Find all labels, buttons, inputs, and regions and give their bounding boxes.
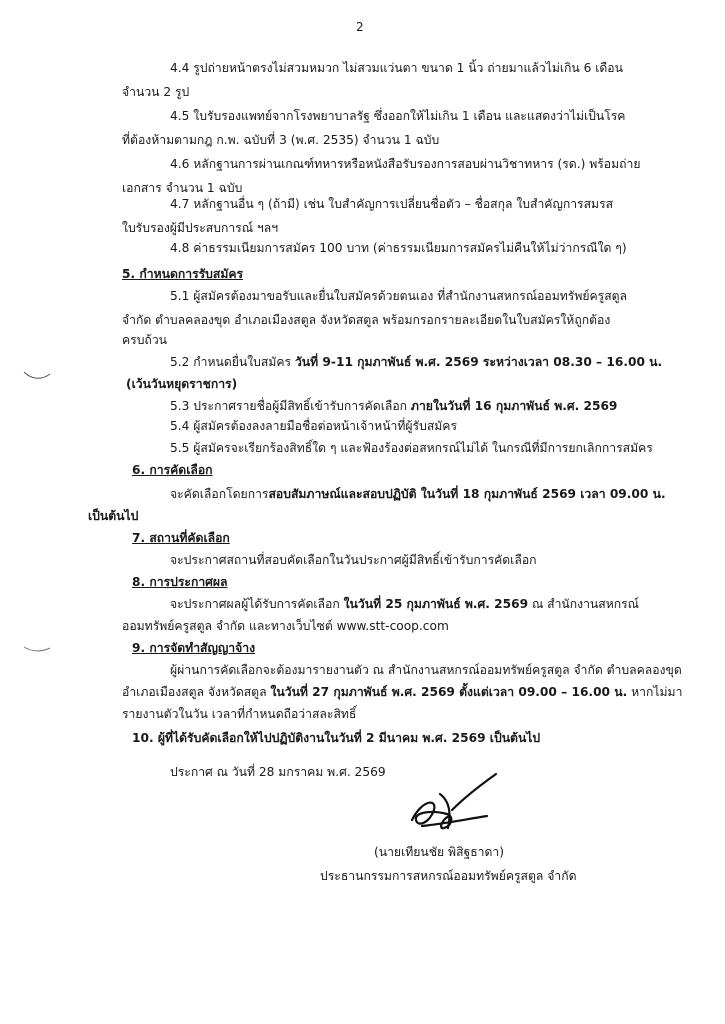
item-4-6-line-1: 4.6 หลักฐานการผ่านเกณฑ์ทหารหรือหนังสือรับรองการสอบผ่านวิชาทหาร (รด.) พร้อมถ่าย (170, 157, 641, 171)
item-5-4: 5.4 ผู้สมัครต้องลงลายมือชื่อต่อหน้าเจ้าหน้าที่ผู้รับสมัคร (170, 419, 458, 433)
section-8-line-1 (170, 596, 639, 612)
section-6-heading: 6. การคัดเลือก (132, 463, 213, 477)
item-4-6-line-2: เอกสาร จำนวน 1 ฉบับ (122, 181, 243, 195)
item-4-4-line-1: 4.4 รูปถ่ายหน้าตรงไม่สวมหมวก ไม่สวมแว่นตา ขนาด 1 นิ้ว ถ่ายมาแล้วไม่เกิน 6 เดือน (170, 61, 623, 75)
section-8-heading: 8. การประกาศผล (132, 575, 228, 589)
item-4-8: 4.8 ค่าธรรมเนียมการสมัคร 100 บาท (ค่าธรรมเนียมการสมัครไม่คืนให้ไม่ว่ากรณีใด ๆ) (170, 241, 627, 255)
section-6-line-2: เป็นต้นไป (88, 509, 139, 523)
item-4-4-line-2: จำนวน 2 รูป (122, 85, 190, 99)
item-4-7-line-1: 4.7 หลักฐานอื่น ๆ (ถ้ามี) เช่น ใบสำคัญการเปลี่ยนชื่อตัว – ชื่อสกุล ใบสำคัญการสมรส (170, 197, 614, 211)
item-5-1-line-2: จำกัด ตำบลคลองขุด อำเภอเมืองสตูล จังหวัดสตูล พร้อมกรอกรายละเอียดในใบสมัครให้ถูกต้อง (122, 313, 611, 327)
item-4-5-line-1: 4.5 ใบรับรองแพทย์จากโรงพยาบาลรัฐ ซึ่งออกให้ไม่เกิน 1 เดือน และแสดงว่าไม่เป็นโรค (170, 109, 626, 123)
section-6-line-1 (170, 486, 666, 502)
item-4-5-line-2: ที่ต้องห้ามตามกฎ ก.พ. ฉบับที่ 3 (พ.ศ. 2535) จำนวน 1 ฉบับ (122, 133, 440, 147)
item-5-3-label: 5.3 ประกาศรายชื่อผู้มีสิทธิ์เข้ารับการคัดเลือก (170, 399, 408, 413)
section-10: 10. ผู้ที่ได้รับคัดเลือกให้ไปปฏิบัติงานในวันที่ 2 มีนาคม พ.ศ. 2569 เป็นต้นไป (132, 731, 541, 745)
section-9-heading: 9. การจัดทำสัญญาจ้าง (132, 641, 256, 655)
section-9-location: อำเภอเมืองสตูล จังหวัดสตูล (122, 685, 267, 699)
section-6-date: สอบสัมภาษณ์และสอบปฏิบัติ ในวันที่ 18 กุมภาพันธ์ 2569 เวลา 09.00 น. (268, 487, 666, 501)
item-5-2-date: วันที่ 9-11 กุมภาพันธ์ พ.ศ. 2569 ระหว่างเวลา 08.30 – 16.00 น. (294, 355, 663, 369)
section-9-line-1: ผู้ผ่านการคัดเลือกจะต้องมารายงานตัว ณ สำนักงานสหกรณ์ออมทรัพย์ครูสตูล จำกัด ตำบลคลองขุด (170, 663, 682, 677)
signatory-title: ประธานกรรมการสหกรณ์ออมทรัพย์ครูสตูล จำกัด (320, 869, 577, 883)
section-8-label: จะประกาศผลผู้ได้รับการคัดเลือก (170, 597, 340, 611)
section-8-date: ในวันที่ 25 กุมภาพันธ์ พ.ศ. 2569 (343, 597, 529, 611)
item-5-5: 5.5 ผู้สมัครจะเรียกร้องสิทธิ์ใด ๆ และฟ้องร้องต่อสหกรณ์ไม่ได้ ในกรณีที่มีการยกเลิกการสมัคร (170, 441, 653, 455)
section-9-date: ในวันที่ 27 กุมภาพันธ์ พ.ศ. 2569 ตั้งแต่เวลา 09.00 – 16.00 น. (270, 685, 628, 699)
section-9-line-2 (122, 684, 682, 700)
page-number: 2 (356, 20, 364, 34)
item-5-1-line-1: 5.1 ผู้สมัครต้องมาขอรับและยื่นใบสมัครด้วยตนเอง ที่สำนักงานสหกรณ์ออมทรัพย์ครูสตูล (170, 289, 628, 303)
item-5-2-line-2: (เว้นวันหยุดราชการ) (126, 377, 238, 391)
section-5-heading: 5. กำหนดการรับสมัคร (122, 267, 244, 281)
item-5-1-line-3: ครบถ้วน (122, 333, 167, 347)
item-5-3 (170, 398, 617, 414)
item-4-7-line-2: ใบรับรองผู้มีประสบการณ์ ฯลฯ (122, 221, 279, 235)
section-7-body: จะประกาศสถานที่สอบคัดเลือกในวันประกาศผู้มีสิทธิ์เข้ารับการคัดเลือก (170, 553, 537, 567)
signatory-name: (นายเทียนชัย พิสิฐธาดา) (374, 845, 505, 859)
section-9-line-3: รายงานตัวในวัน เวลาที่กำหนดถือว่าสละสิทธิ์ (122, 707, 357, 721)
section-6-label: จะคัดเลือกโดยการ (170, 487, 269, 501)
section-9-tail: หากไม่มา (631, 685, 683, 699)
item-5-3-date: ภายในวันที่ 16 กุมภาพันธ์ พ.ศ. 2569 (410, 399, 618, 413)
section-7-heading: 7. สถานที่คัดเลือก (132, 531, 230, 545)
item-5-2-label: 5.2 กำหนดยื่นใบสมัคร (170, 355, 292, 369)
scan-mark (22, 644, 52, 654)
announcement-date: ประกาศ ณ วันที่ 28 มกราคม พ.ศ. 2569 (170, 765, 386, 779)
section-8-place: ณ สำนักงานสหกรณ์ (531, 597, 639, 611)
scan-mark (22, 368, 52, 382)
section-8-line-2: ออมทรัพย์ครูสตูล จำกัด และทางเว็บไซต์ www.stt-coop.com (122, 619, 449, 633)
signature (392, 770, 502, 840)
item-5-2-line-1 (170, 354, 662, 370)
